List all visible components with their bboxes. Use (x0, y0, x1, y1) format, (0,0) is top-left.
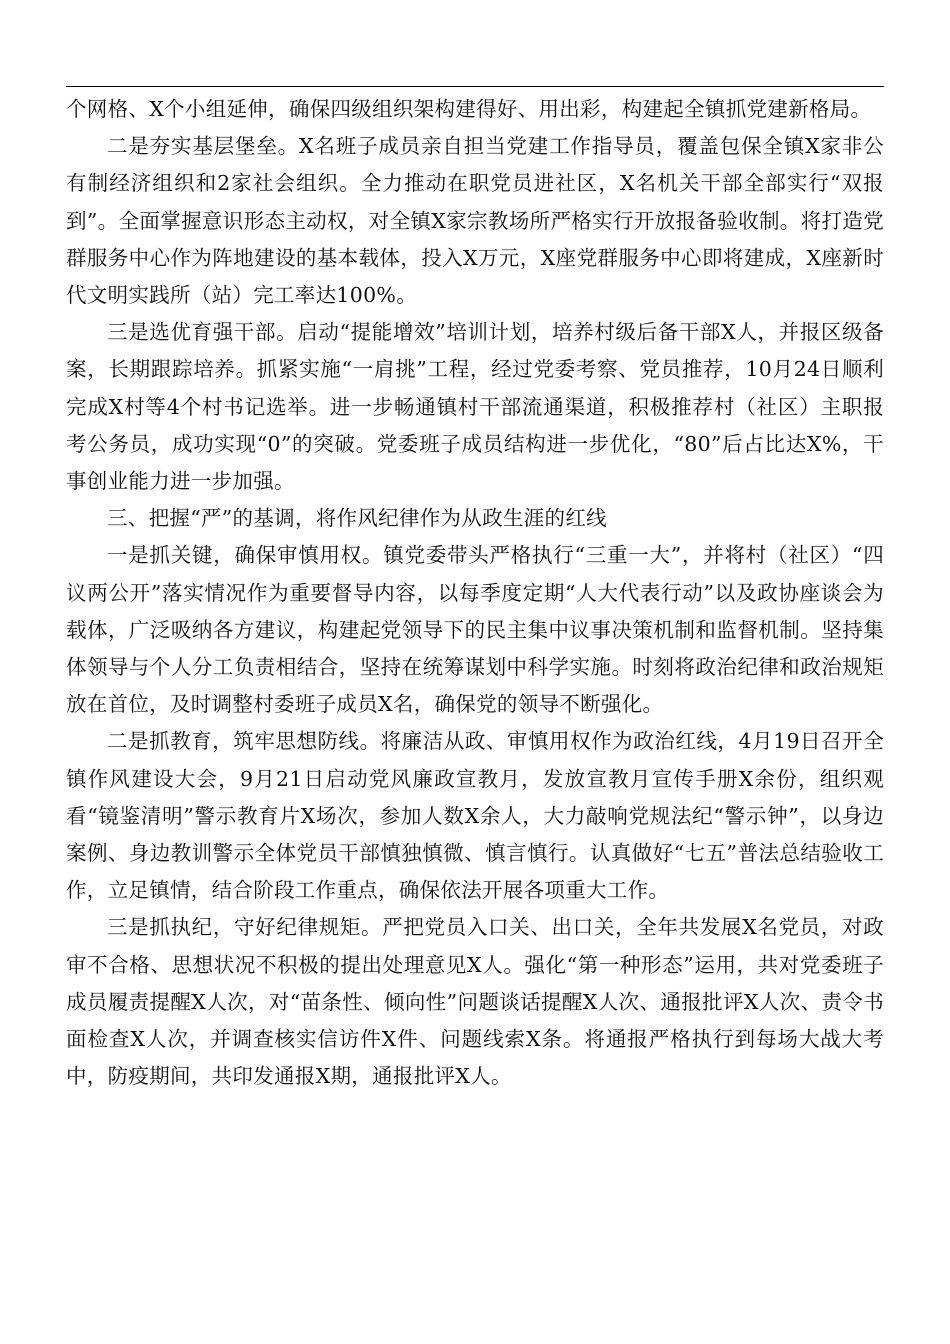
paragraph-6: 二是抓教育，筑牢思想防线。将廉洁从政、审慎用权作为政治红线，4月19日召开全镇作风建设大会，9月21日启动党风廉政宣教月，发放宣教月宣传手册X余份，组织观看“镜鉴清明”警示教育片X场次，参加人数X余人，大力敲响党规法纪“警示钟”，以身边案例、身边教训警示全体党员干部慎独慎微、慎言慎行。认真做好“七五”普法总结验收工作，立足镇情，结合阶段工作重点，确保依法开展各项重大工作。 (66, 729, 884, 903)
section-heading-3: 三、把握“严”的基调，将作风纪律作为从政生涯的红线 (107, 506, 607, 531)
header-rule (66, 86, 884, 87)
document-page (66, 86, 884, 1095)
paragraph-1: 个网格、X个小组延伸，确保四级组织架构建得好、用出彩，构建起全镇抓党建新格局。 (66, 97, 872, 121)
paragraph-7: 三是抓执纪，守好纪律规矩。严把党员入口关、出口关，全年共发展X名党员，对政审不合格、思想状况不积极的提出处理意见X人。强化“第一种形态”运用，共对党委班子成员履责提醒X人次，对“苗条性、倾向性”问题谈话提醒X人次、通报批评X人次、责令书面检查X人次，并调查核实信访件X件、问题线索X条。将通报严格执行到每场大战大考中，防疫期间，共印发通报X期，通报批评X人。 (66, 915, 884, 1089)
document-body (66, 91, 884, 1095)
paragraph-2: 二是夯实基层堡垒。X名班子成员亲自担当党建工作指导员，覆盖包保全镇X家非公有制经济组织和2家社会组织。全力推动在职党员进社区，X名机关干部全部实行“双报到”。全面掌握意识形态主动权，对全镇X家宗教场所严格实行开放报备验收制。将打造党群服务中心作为阵地建设的基本载体，投入X万元，X座党群服务中心即将建成，X座新时代文明实践所（站）完工率达100%。 (66, 134, 884, 308)
paragraph-3: 三是选优育强干部。启动“提能增效”培训计划，培养村级后备干部X人，并报区级备案，长期跟踪培养。抓紧实施“一肩挑”工程，经过党委考察、党员推荐，10月24日顺利完成X村等4个村书记选举。进一步畅通镇村干部流通渠道，积极推荐村（社区）主职报考公务员，成功实现“0”的突破。党委班子成员结构进一步优化，“80”后占比达X%，干事创业能力进一步加强。 (66, 320, 884, 494)
paragraph-5: 一是抓关键，确保审慎用权。镇党委带头严格执行“三重一大”，并将村（社区）“四议两公开”落实情况作为重要督导内容，以每季度定期“人大代表行动”以及政协座谈会为载体，广泛吸纳各方建议，构建起党领导下的民主集中议事决策机制和监督机制。坚持集体领导与个人分工负责相结合，坚持在统筹谋划中科学实施。时刻将政治纪律和政治规矩放在首位，及时调整村委班子成员X名，确保党的领导不断强化。 (66, 543, 884, 717)
